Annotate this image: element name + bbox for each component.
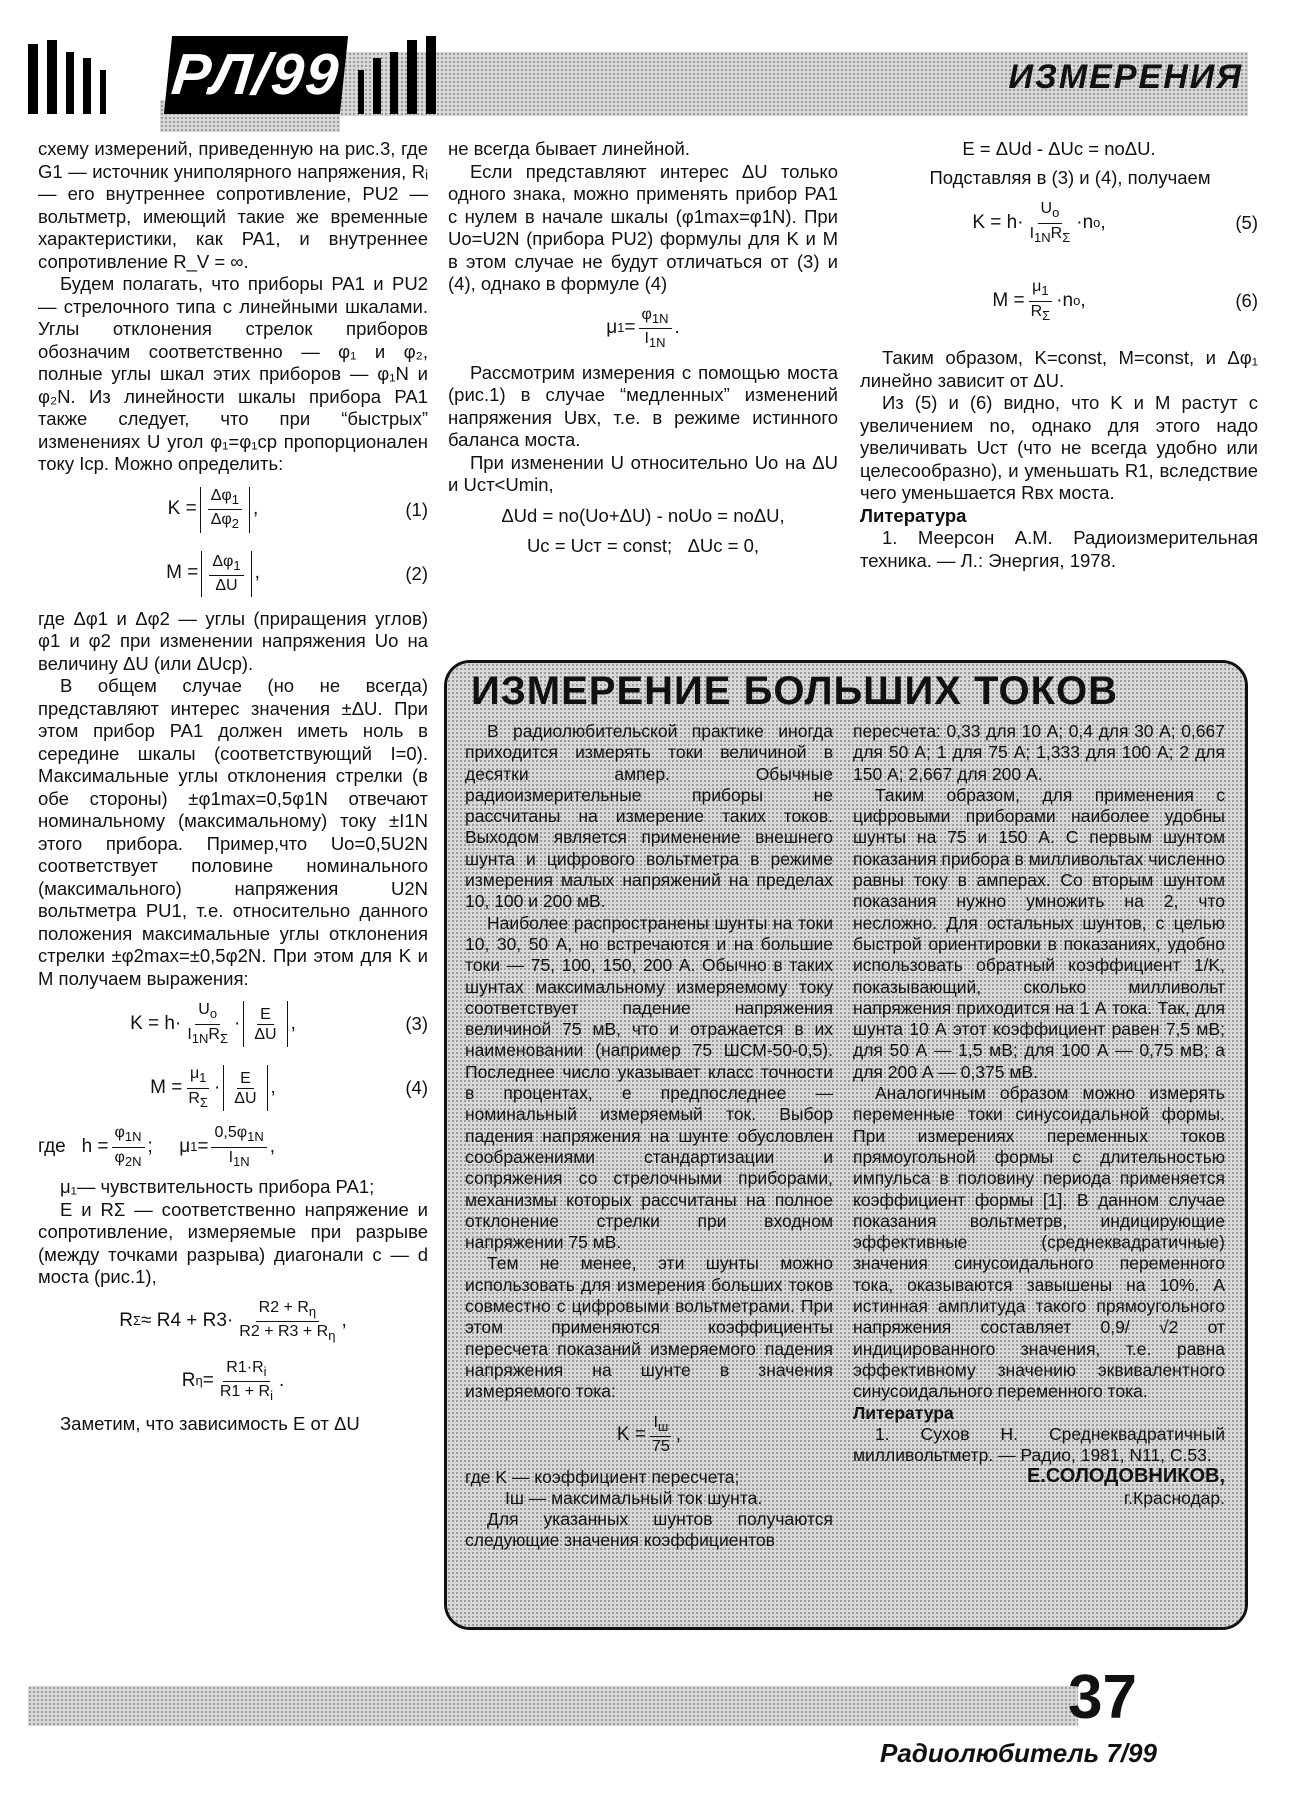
column-3 [860,138,1258,572]
paragraph: не всегда бывает линейной. [448,138,690,159]
header-bars-left [28,36,115,114]
page-header [0,0,1293,140]
equation-e: E = ΔUd - ΔUc = noΔU. [962,138,1156,159]
paragraph: Будем полагать, что приборы PA1 и PU2 — стрелочного типа с линейными шкалами. Углы отклонения стрелок приборов обозначим соответственно — φ₁ и φ₂, полные углы шкал этих приборов — φ₁N и φ₂N. Из линейности шкалы прибора PA1 также следует, что при “быстрых” изменениях U угол φ₁=φ₁ср пропорционален току Iср. Можно определить: [38,273,428,474]
references-heading: Литература [853,1402,954,1423]
paragraph: Наиболее распространены шунты на токи 10, 30, 50 А, но встречаются и на большие токи — 75, 100, 150, 200 А. Обычно в таких шунтах максимальному измеряемому току соответствует падение напряжения величиной 75 мВ, что и отражается в их наименовании (например 75 ШСМ-50-0,5). Последнее число указывает класс точности в процентах, е предпоследнее — номинальный измеряемый ток. Выбор падения напряжения на шунте обусловлен соображениями стандартизации и сопряжения со стрелочными приборами, механизмы которых рассчитаны на полное отклонение стрелки при входном напряжении 75 мВ. [465,912,833,1253]
author-city: г.Краснодар. [1123,1487,1225,1508]
page-footer [0,1660,1293,1800]
footer-band [28,1686,1078,1726]
references-heading: Литература [860,504,967,526]
paragraph: Аналогичным образом можно измерять переменные токи синусоидальной формы. При измерениях переменных токов прямоугольной формы с длительностью импульса в половину периода применяется коэффициент формы [1]. В данном случае показания вольтметрв, индицирующие эффективные (среднеквадратичные) значения синусоидального переменного тока, оказываются завышены на 10%. А истинная амплитуда такого прямоугольного напряжения составляет 0,9/ √2 от индицированного значения, т.е. равна эффективному значению эквивалентного синусоидального переменного тока. [853,1083,1225,1402]
article-column-2 [853,721,1225,1509]
equation-delta-ud: ΔUd = no(Uo+ΔU) - noUo = noΔU, [501,504,785,526]
paragraph: Тем не менее, эти шунты можно использовать для измерения больших токов совместно с цифровыми вольтметрами. При этом применяются коэффициенты пересчета показаний измеряемого падения напряжения на шунте в значения измеряемого тока: [465,1253,833,1402]
paragraph: Для указанных шунтов получаются следующие значения коэффициентов [465,1509,833,1551]
equation-r-eta: R η = $R1\cdot R_i$ $R1 + R_i$ . [181,1358,285,1404]
paragraph: Если представляют интерес ΔU только одного знака, можно применять прибор PA1 с нулем в начале шкалы (φ1max=φ1N). При Uo=U2N (прибора PU2) формулы для K и M в этом случае не будут отличаться от (3) и (4), однако в формуле (4) [448,160,838,294]
paragraph: E и RΣ — соответственно напряжение и сопротивление, измеряемые при разрыве (между точками разрыва) диагонали c — d моста (рис.1), [38,1198,428,1287]
paragraph: Iш — максимальный ток шунта. [505,1487,763,1508]
header-bars-right [358,36,445,114]
article-column-1 [465,721,833,1552]
equation-2: M = $\Delta\varphi_1$ ΔU , (2) [38,544,428,604]
paragraph: пересчета: 0,33 для 10 А; 0,4 для 30 А; 0,667 для 50 А; 1 для 75 А; 1,333 для 100 А; 2 для 150 А; 2,667 для 200 А. [853,721,1225,784]
paragraph: μ₁— чувствительность прибора PA1; [60,1176,375,1197]
equation-h-mu: где h = $\varphi_{1N}$ $\varphi_{2N}$ ; μ 1 = $0,5\varphi_{1N}$ $I_{1N}$ , [38,1124,276,1169]
paragraph: Таким образом, для применения с цифровыми приборами наиболее удобны шунты на 75 и 150 А. С первым шунтом показания прибора в милливольтах численно равны току в амперах. Со вторым шунтом показания нужно умножить на 2, что несложно. Для остальных шунтов, с целью быстрой ориентировки в показаниях, удобно использовать обратный коэффициент 1/K, показывающий, сколько милливольт напряжения приходится на 1 А тока. Так, для шунта 10 А этот коэффициент равен 7,5 мВ; для 50 А — 1,5 мВ; для 100 А — 0,75 мВ; а для 200 А — 0,375 мВ. [853,784,1225,1082]
paragraph: где Δφ1 и Δφ2 — углы (приращения углов) φ1 и φ2 при изменении напряжения Uo на величину ΔU (или ΔUср). [38,607,428,674]
equation-uc: Uc = Uст = const; ΔUc = 0, [526,535,760,556]
reference-item: 1. Меерсон А.М. Радиоизмерительная техника. — Л.: Энергия, 1978. [860,527,1258,571]
paragraph: В радиолюбительской практике иногда приходится измерять токи величиной в десятки ампер. Обычные радиоизмерительные приборы не рассчитаны на измерение таких токов. Выходом является применение внешнего шунта и цифрового вольтметра в режиме измерения малых напряжений на пределах 10, 100 и 200 мВ. [465,721,833,912]
section-title: ИЗМЕРЕНИЯ [1008,58,1243,96]
sidebar-article [444,660,1248,1630]
magazine-issue: Радиолюбитель 7/99 [880,1738,1157,1768]
equation-6: M = $\mu_1$ $R_\Sigma$ ·n o , (6) [992,278,1258,323]
paragraph: Заметим, что зависимость E от ΔU [60,1412,360,1434]
column-2 [448,138,838,566]
author-name: Е.СОЛОДОВНИКОВ, [1026,1465,1225,1488]
paragraph: схему измерений, приведенную на рис.3, где G1 — источник униполярного напряжения, Rᵢ — его внутреннее сопротивление, PU2 — вольтметр, имеющий такие же временные характеристики, как PA1, и внутреннее сопротивление R_V = ∞. [38,138,428,272]
reference-item: 1. Сухов Н. Среднеквадратичный милливольтметр. — Радио, 1981, N11, С.53. [853,1423,1225,1466]
paragraph: При изменении U относительно Uo на ΔU и Uст<Umin, [448,451,838,495]
paragraph: Из (5) и (6) видно, что K и M растут с увеличением no, однако для этого надо увеличивать Uст (что не всегда удобно или целесообразно), и уменьшать R1, вследствие чего уменьшается Rвх моста. [860,392,1258,503]
article-title: ИЗМЕРЕНИЕ БОЛЬШИХ ТОКОВ [471,669,1118,713]
column-1 [38,138,428,1435]
page-number: 37 [1068,1663,1137,1732]
paragraph: Подставляя в (3) и (4), получаем [929,166,1211,188]
magazine-logo: РЛ/99 [164,36,348,114]
equation-1: K = $\Delta\varphi_1$ $\Delta\varphi_2$ , (1) [167,486,428,532]
equation-k-shunt: K = $I_ш$ 75 , [616,1413,682,1456]
paragraph: В общем случае (но не всегда) представляют интерес значения ±ΔU. При этом прибор PA1 должен иметь ноль в середине шкалы (соответствующий I=0). Максимальные углы отклонения стрелки (в обе стороны) ±φ1max=0,5φ1N отвечают номинальному (максимальному) току ±I1N этого прибора. Пример,что Uo=0,5U2N соответствует половине номинального (максимального) напряжения U2N вольтметра PU1, т.е. относительно данного положения максимальные углы отклонения стрелки ±φ2max=±0,5φ2N. При этом для K и M получаем выражения: [38,675,428,989]
equation-r-sigma: R Σ ≈ R4 + R3· $R2 + R_\eta$ $R2 + R3 + R_\eta$ , [119,1298,347,1344]
paragraph: Таким образом, K=const, M=const, и Δφ₁ линейно зависит от ΔU. [860,347,1258,391]
equation-mu1: μ 1 = $\varphi_{1N}$ $I_{1N}$ . [606,305,680,351]
equation-4: M = $\mu_1$ $R_\Sigma$ · E ΔU , (4) [150,1065,428,1110]
paragraph: где K — коэффициент пересчета; [465,1466,740,1487]
equation-3: K = h· $U_o$ $I_{1N}R_\Sigma$ · E ΔU , (3) [130,1001,428,1046]
equation-5: K = h· $U_o$ $I_{1N}R_\Sigma$ ·n o , (5) [972,200,1258,245]
paragraph: Рассмотрим измерения с помощью моста (рис.1) в случае “медленных” изменений напряжения Uвх, т.е. в режиме истинного баланса моста. [448,361,838,450]
